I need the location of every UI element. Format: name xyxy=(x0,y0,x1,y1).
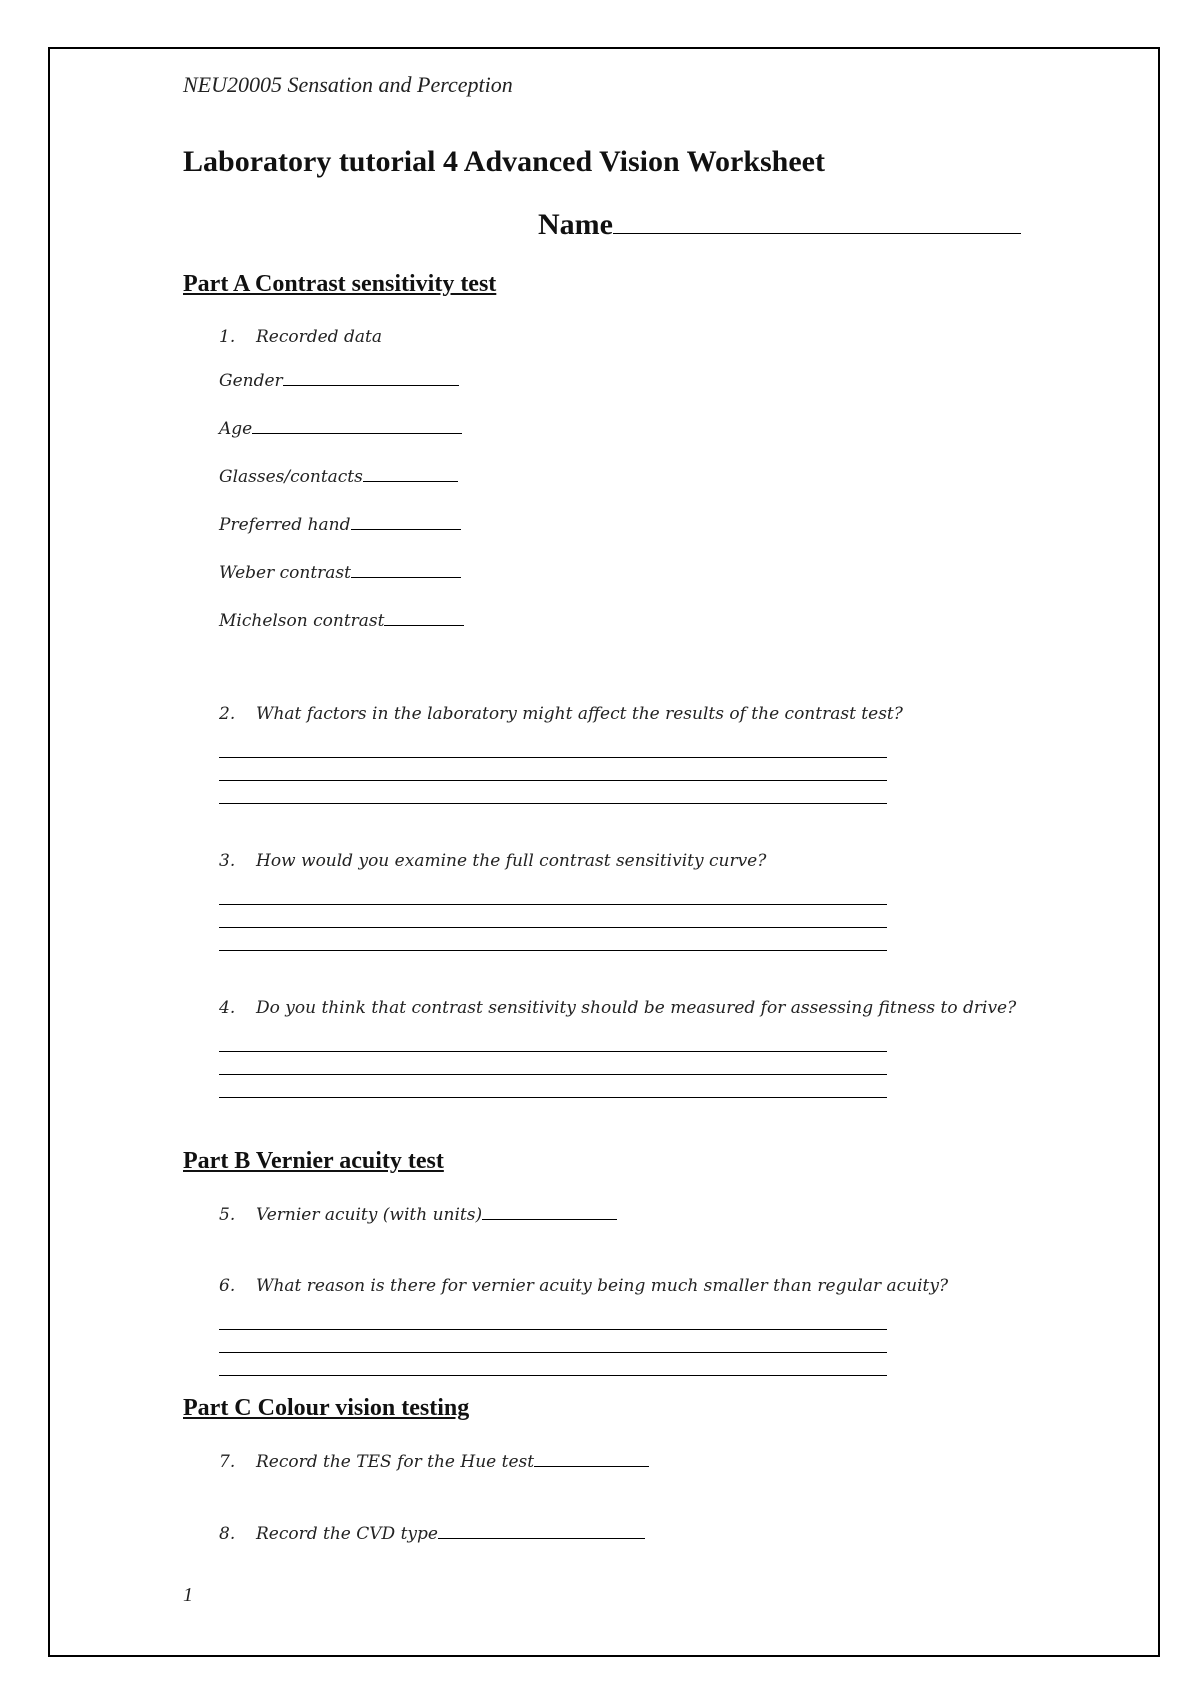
answer-line[interactable] xyxy=(219,1329,887,1330)
answer-line[interactable] xyxy=(219,1051,887,1052)
course-header: NEU20005 Sensation and Perception xyxy=(183,72,513,97)
vernier-acuity-field[interactable] xyxy=(482,1205,617,1220)
question-number: 7. xyxy=(219,1452,236,1472)
gender-row xyxy=(219,371,459,391)
question-number: 4. xyxy=(219,998,236,1018)
weber-row xyxy=(219,563,461,583)
glasses-field[interactable] xyxy=(363,467,458,482)
question-1 xyxy=(219,327,382,347)
answer-line[interactable] xyxy=(219,950,887,951)
name-label: Name xyxy=(538,208,613,241)
age-label: Age xyxy=(219,419,253,439)
question-number: 1. xyxy=(219,327,236,347)
hand-row xyxy=(219,515,461,535)
glasses-label: Glasses/contacts xyxy=(219,467,363,487)
question-8 xyxy=(219,1524,645,1544)
answer-line[interactable] xyxy=(219,1074,887,1075)
question-number: 8. xyxy=(219,1524,236,1544)
question-4 xyxy=(219,998,1016,1018)
part-c-heading: Part C Colour vision testing xyxy=(183,1395,470,1421)
worksheet-title: Laboratory tutorial 4 Advanced Vision Worksheet xyxy=(183,145,825,178)
cvd-type-field[interactable] xyxy=(438,1524,645,1539)
question-number: 3. xyxy=(219,851,236,871)
question-3 xyxy=(219,851,766,871)
question-number: 5. xyxy=(219,1205,236,1225)
gender-label: Gender xyxy=(219,371,283,391)
page-number: 1 xyxy=(183,1584,193,1606)
gender-field[interactable] xyxy=(283,371,459,386)
answer-line[interactable] xyxy=(219,1375,887,1376)
question-text: Record the CVD type xyxy=(256,1524,438,1544)
question-text: Recorded data xyxy=(256,327,382,347)
weber-field[interactable] xyxy=(351,563,461,578)
answer-line[interactable] xyxy=(219,1097,887,1098)
question-2 xyxy=(219,704,903,724)
answer-line[interactable] xyxy=(219,757,887,758)
question-6 xyxy=(219,1276,948,1296)
question-number: 2. xyxy=(219,704,236,724)
answer-line[interactable] xyxy=(219,927,887,928)
weber-label: Weber contrast xyxy=(219,563,351,583)
question-text: Vernier acuity (with units) xyxy=(256,1205,483,1225)
michelson-label: Michelson contrast xyxy=(219,611,385,631)
hand-field[interactable] xyxy=(351,515,461,530)
part-b-heading: Part B Vernier acuity test xyxy=(183,1148,444,1174)
answer-line[interactable] xyxy=(219,1352,887,1353)
answer-line[interactable] xyxy=(219,904,887,905)
question-text: What factors in the laboratory might affect the results of the contrast test? xyxy=(256,704,903,724)
question-text: Record the TES for the Hue test xyxy=(256,1452,535,1472)
question-text: Do you think that contrast sensitivity should be measured for assessing fitness to drive? xyxy=(256,998,1017,1018)
age-row xyxy=(219,419,462,439)
name-field[interactable] xyxy=(613,209,1021,234)
part-a-heading: Part A Contrast sensitivity test xyxy=(183,271,497,297)
michelson-row xyxy=(219,611,464,631)
michelson-field[interactable] xyxy=(384,611,464,626)
question-text: What reason is there for vernier acuity being much smaller than regular acuity? xyxy=(256,1276,949,1296)
glasses-row xyxy=(219,467,458,487)
question-5 xyxy=(219,1205,617,1225)
answer-line[interactable] xyxy=(219,803,887,804)
hand-label: Preferred hand xyxy=(219,515,351,535)
question-text: How would you examine the full contrast sensitivity curve? xyxy=(256,851,767,871)
name-row xyxy=(538,208,1021,242)
question-7 xyxy=(219,1452,649,1472)
tes-field[interactable] xyxy=(534,1452,649,1467)
age-field[interactable] xyxy=(252,419,462,434)
question-number: 6. xyxy=(219,1276,236,1296)
answer-line[interactable] xyxy=(219,780,887,781)
